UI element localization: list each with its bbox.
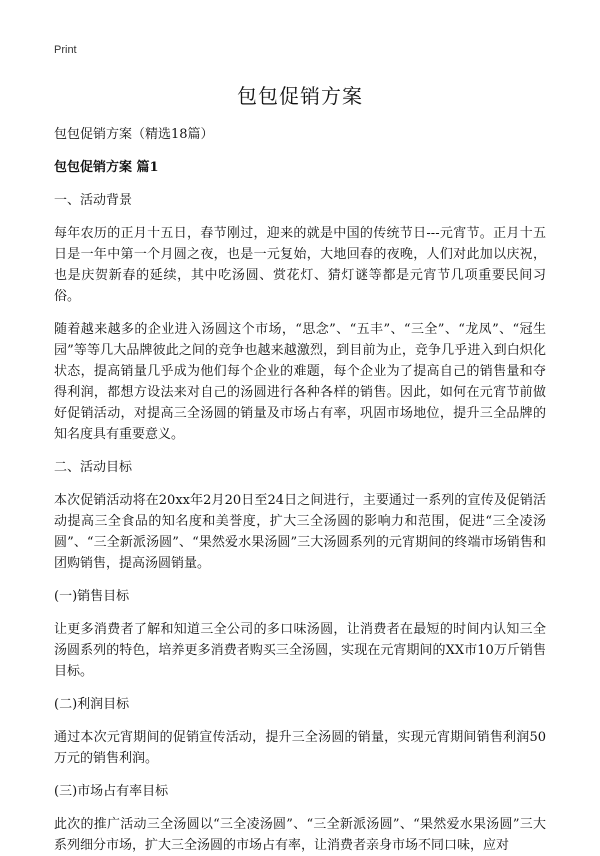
goal-heading: 二、活动目标 <box>54 460 133 475</box>
profit-goal-heading: (二)利润目标 <box>54 697 130 712</box>
print-link[interactable]: Print <box>54 44 77 56</box>
section-title: 包包促销方案 篇1 <box>54 160 159 175</box>
document-subtitle: 包包促销方案（精选18篇） <box>54 127 214 142</box>
document-title: 包包促销方案 <box>237 84 363 108</box>
background-paragraph-2: 随着越来越多的企业进入汤圆这个市场，“思念”、“五丰”、“三全”、“龙凤”、“冠生园”等等几大品牌彼此之间的竞争也越来越激烈，到目前为止，竞争几乎进入到白炽化状态，提高销量几乎成为他们每个企业的难题，每个企业为了提高自己的销售量和夺得利润，都想方设法来对自己的汤圆进行各种各样的销售。因此，如何在元宵节前做好促销活动，对提高三全汤圆的销量及市场占有率，巩固市场地位，提升三全品牌的知名度具有重要意义。 <box>54 322 546 442</box>
profit-goal-paragraph: 通过本次元宵期间的促销宣传活动，提升三全汤圆的销量，实现元宵期间销售利润50万元的销售利润。 <box>54 730 546 766</box>
market-share-paragraph: 此次的推广活动三全汤圆以“三全凌汤圆”、“三全新派汤圆”、“果然爱水果汤圆”三大系列细分市场，扩大三全汤圆的市场占有率，让消费者亲身市场不同口味，应对 <box>54 817 546 853</box>
background-heading: 一、活动背景 <box>54 193 133 208</box>
sales-goal-heading: (一)销售目标 <box>54 589 130 604</box>
sales-goal-paragraph: 让更多消费者了解和知道三全公司的多口味汤圆，让消费者在最短的时间内认知三全汤圆系列的特色，培养更多消费者购买三全汤圆，实现在元宵期间的XX市10万斤销售目标。 <box>54 622 546 679</box>
background-paragraph-1: 每年农历的正月十五日，春节刚过，迎来的就是中国的传统节日---元宵节。正月十五日是一年中第一个月圆之夜，也是一元复始，大地回春的夜晚，人们对此加以庆祝，也是庆贺新春的延续，其中吃汤圆、赏花灯、猜灯谜等都是元宵节几项重要民间习俗。 <box>54 226 546 304</box>
goal-paragraph: 本次促销活动将在20xx年2月20日至24日之间进行，主要通过一系列的宣传及促销活动提高三全食品的知名度和美誉度，扩大三全汤圆的影响力和范围，促进“三全凌汤圆”、“三全新派汤圆”、“果然爱水果汤圆”三大汤圆系列的元宵期间的终端市场销售和团购销售，提高汤圆销量。 <box>54 493 546 571</box>
market-share-heading: (三)市场占有率目标 <box>54 784 169 799</box>
